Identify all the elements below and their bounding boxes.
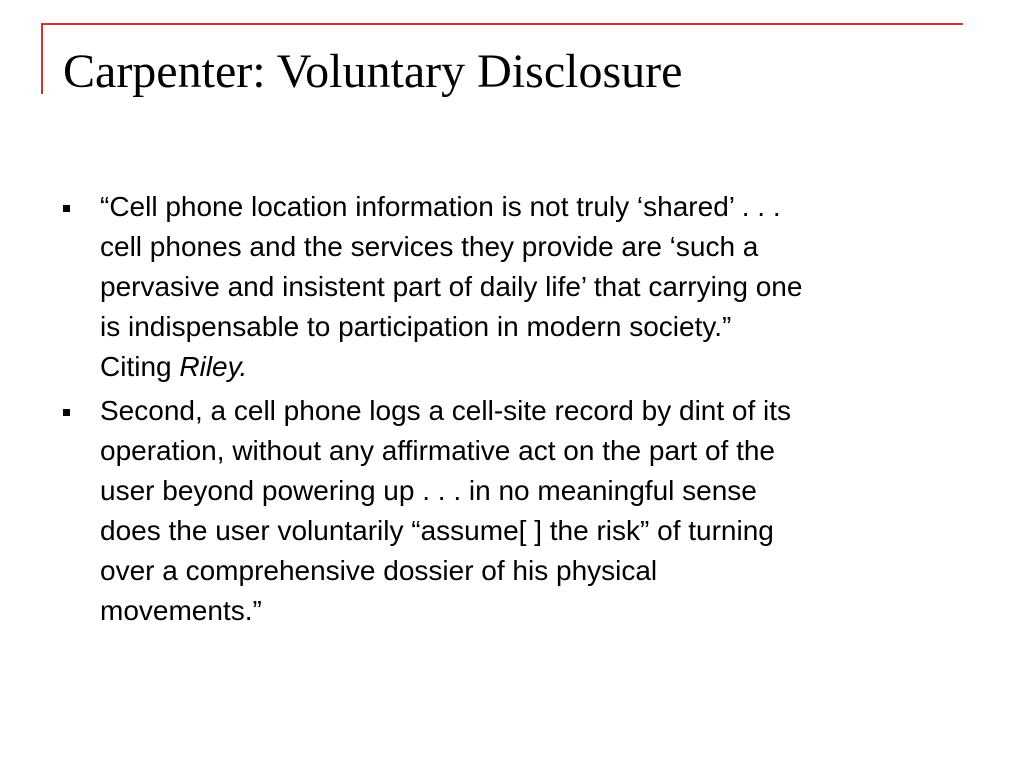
bullet-1-citation: [100, 347, 970, 387]
bullet-2-line-1: Second, a cell phone logs a cell-site record by dint of its: [100, 395, 792, 426]
bullet-list: [100, 187, 970, 635]
accent-line-vertical: [41, 23, 43, 94]
bullet-2-line-2: operation, without any affirmative act on the part of the: [100, 435, 775, 466]
accent-line-horizontal: [41, 23, 963, 25]
citation-case-name: Riley.: [179, 351, 248, 382]
square-bullet-icon: [63, 409, 70, 416]
bullet-2-line-6: movements.”: [100, 595, 262, 626]
bullet-1-line-1: “Cell phone location information is not truly ‘shared’ . . .: [100, 191, 781, 222]
slide-title: Carpenter: Voluntary Disclosure: [63, 45, 683, 98]
square-bullet-icon: [63, 205, 70, 212]
bullet-2-line-4: does the user voluntarily “assume[ ] the risk” of turning: [100, 515, 774, 546]
citation-prefix: Citing: [100, 351, 180, 382]
bullet-item-1: [100, 187, 970, 387]
bullet-2-line-5: over a comprehensive dossier of his physical: [100, 555, 658, 586]
bullet-1-line-3: pervasive and insistent part of daily life’ that carrying one: [100, 271, 803, 302]
bullet-1-line-2: cell phones and the services they provide are ‘such a: [100, 231, 759, 262]
bullet-item-2: [100, 391, 970, 631]
bullet-2-line-3: user beyond powering up . . . in no meaningful sense: [100, 475, 757, 506]
bullet-1-line-4: is indispensable to participation in modern society.”: [100, 311, 732, 342]
